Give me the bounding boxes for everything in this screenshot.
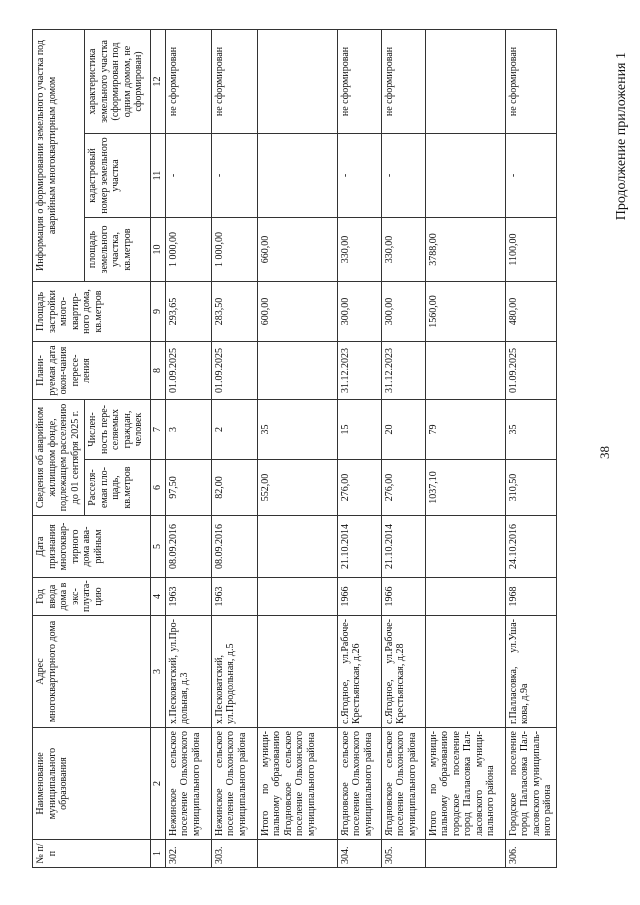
cell-col-2: Итого по муници-пальному образованию Ягодновское сельское поселение Ольхонского муниципального района <box>257 728 337 840</box>
cell-col-3: г.Палласовка, ул.Уша-кова, д.9а <box>505 616 556 728</box>
cell-col-9: 600,00 <box>257 282 337 342</box>
header-characteristic: характеристика земельного участка (сформирован под одним домом, не сформирован) <box>85 30 151 134</box>
cell-col-5: 24.10.2016 <box>505 516 556 578</box>
table-row <box>257 30 337 868</box>
cell-col-3 <box>425 616 505 728</box>
cell-col-8: 01.09.2025 <box>505 342 556 400</box>
header-land-area: площадь земельного участка, кв.метров <box>85 218 151 282</box>
cell-col-9: 480,00 <box>505 282 556 342</box>
cell-col-5: 21.10.2014 <box>337 516 381 578</box>
cell-col-6: 97,50 <box>165 460 211 516</box>
header-year: Год ввода дома в экс-плуата-цию <box>33 578 151 616</box>
cell-col-7: 35 <box>505 400 556 460</box>
cell-col-8 <box>257 342 337 400</box>
cell-col-5 <box>425 516 505 578</box>
continuation-note: Продолжение приложения 1 <box>614 52 629 221</box>
column-number: 9 <box>151 282 166 342</box>
cell-col-2: Нежинское сельское поселение Ольхонского муниципального района <box>165 728 211 840</box>
cell-col-7: 79 <box>425 400 505 460</box>
cell-col-3 <box>257 616 337 728</box>
cell-col-5: 08.09.2016 <box>211 516 257 578</box>
header-planned-date: Плани-руемая дата окон-чания пересе-ления <box>33 342 151 400</box>
cell-col-11 <box>425 134 505 218</box>
cell-col-4 <box>425 578 505 616</box>
column-number: 1 <box>151 840 166 868</box>
cell-col-3: х.Песковатский, ул.Продольная, д.5 <box>211 616 257 728</box>
cell-col-12 <box>425 30 505 134</box>
cell-col-1: 306. <box>505 840 556 868</box>
column-number: 2 <box>151 728 166 840</box>
cell-col-6: 552,00 <box>257 460 337 516</box>
table-row <box>425 30 505 868</box>
cell-col-1: 302. <box>165 840 211 868</box>
cell-col-2: Итого по муници-пальному образованию городское поселение город Палласовка Пал-ласовского муници-пального района <box>425 728 505 840</box>
cell-col-7: 20 <box>381 400 425 460</box>
cell-col-9: 283,50 <box>211 282 257 342</box>
cell-col-6: 1037,10 <box>425 460 505 516</box>
cell-col-2: Городское поселение город Палласовка Пал-ласовского муниципаль-ного района <box>505 728 556 840</box>
table-row <box>211 30 257 868</box>
cell-col-1 <box>425 840 505 868</box>
cell-col-4: 1963 <box>165 578 211 616</box>
cell-col-2: Нежинское сельское поселение Ольхонского муниципального района <box>211 728 257 840</box>
cell-col-8 <box>425 342 505 400</box>
cell-col-12: не сформирован <box>211 30 257 134</box>
cell-col-11: - <box>165 134 211 218</box>
cell-col-4: 1966 <box>337 578 381 616</box>
cell-col-1: 303. <box>211 840 257 868</box>
header-row-1 <box>33 30 85 868</box>
cell-col-9: 1560,00 <box>425 282 505 342</box>
cell-col-10: 1 000,00 <box>165 218 211 282</box>
cell-col-4: 1966 <box>381 578 425 616</box>
cell-col-2: Ягодновское сельское поселение Ольхонского муниципального района <box>381 728 425 840</box>
cell-col-6: 276,00 <box>381 460 425 516</box>
cell-col-12: не сформирован <box>381 30 425 134</box>
header-address: Адрес многоквартирного дома <box>33 616 151 728</box>
cell-col-6: 82,00 <box>211 460 257 516</box>
cell-col-8: 01.09.2025 <box>211 342 257 400</box>
cell-col-1: 304. <box>337 840 381 868</box>
table-row <box>505 30 556 868</box>
housing-table <box>32 29 557 868</box>
cell-col-11: - <box>381 134 425 218</box>
cell-col-9: 300,00 <box>337 282 381 342</box>
cell-col-2: Ягодновское сельское поселение Ольхонского муниципального района <box>337 728 381 840</box>
cell-col-12: не сформирован <box>505 30 556 134</box>
cell-col-10: 1 000,00 <box>211 218 257 282</box>
cell-col-10: 330,00 <box>381 218 425 282</box>
cell-col-8: 31.12.2023 <box>381 342 425 400</box>
cell-col-12: не сформирован <box>165 30 211 134</box>
cell-col-9: 300,00 <box>381 282 425 342</box>
cell-col-8: 31.12.2023 <box>337 342 381 400</box>
cell-col-1 <box>257 840 337 868</box>
column-number: 8 <box>151 342 166 400</box>
cell-col-9: 293,65 <box>165 282 211 342</box>
column-number: 7 <box>151 400 166 460</box>
cell-col-12: не сформирован <box>337 30 381 134</box>
cell-col-10: 660,00 <box>257 218 337 282</box>
cell-col-3: х.Песковатский, ул.Про-дольная, д.3 <box>165 616 211 728</box>
column-number: 6 <box>151 460 166 516</box>
cell-col-10: 1100,00 <box>505 218 556 282</box>
cell-col-4 <box>257 578 337 616</box>
column-number: 11 <box>151 134 166 218</box>
cell-col-10: 330,00 <box>337 218 381 282</box>
table-body <box>165 30 556 868</box>
cell-col-7: 15 <box>337 400 381 460</box>
cell-col-4: 1968 <box>505 578 556 616</box>
cell-col-10: 3788,00 <box>425 218 505 282</box>
header-emergency-date: Дата признания многоквар-тирного дома ава-рийным <box>33 516 151 578</box>
table-row <box>165 30 211 868</box>
column-number: 5 <box>151 516 166 578</box>
cell-col-4: 1963 <box>211 578 257 616</box>
cell-col-11: - <box>211 134 257 218</box>
cell-col-7: 3 <box>165 400 211 460</box>
header-group-land: Информация о формировании земельного участка под аварийным многоквартирным домом <box>33 30 85 282</box>
header-municipality: Наименование муниципального образования <box>33 728 151 840</box>
header-group-fund: Сведения об аварийном жилищном фонде, подлежащем расселению до 01 сентября 2025 г. <box>33 400 85 516</box>
cell-col-7: 35 <box>257 400 337 460</box>
header-residents: Числен-ность пере-селяемых граждан, человек <box>85 400 151 460</box>
cell-col-7: 2 <box>211 400 257 460</box>
column-number: 12 <box>151 30 166 134</box>
page-number: 38 <box>597 446 612 459</box>
cell-col-5: 08.09.2016 <box>165 516 211 578</box>
cell-col-8: 01.09.2025 <box>165 342 211 400</box>
cell-col-11: - <box>505 134 556 218</box>
header-num: № п/п <box>33 840 151 868</box>
cell-col-3: с.Ягодное, ул.Рабоче-Крестьянская, д.28 <box>381 616 425 728</box>
table-row <box>337 30 381 868</box>
cell-col-11: - <box>337 134 381 218</box>
column-number: 3 <box>151 616 166 728</box>
header-building-area: Площадь застройки много-квартир-ного дома, кв.метров <box>33 282 151 342</box>
column-number: 4 <box>151 578 166 616</box>
header-cadastral: кадастровый номер земельного участка <box>85 134 151 218</box>
cell-col-5: 21.10.2014 <box>381 516 425 578</box>
cell-col-6: 310,50 <box>505 460 556 516</box>
cell-col-1: 305. <box>381 840 425 868</box>
column-number-row <box>151 30 166 868</box>
header-area: Расселя-емая пло-щадь, кв.метров <box>85 460 151 516</box>
cell-col-6: 276,00 <box>337 460 381 516</box>
column-number: 10 <box>151 218 166 282</box>
table-row <box>381 30 425 868</box>
cell-col-5 <box>257 516 337 578</box>
cell-col-12 <box>257 30 337 134</box>
cell-col-3: с.Ягодное, ул.Рабоче-Крестьянская, д.26 <box>337 616 381 728</box>
cell-col-11 <box>257 134 337 218</box>
